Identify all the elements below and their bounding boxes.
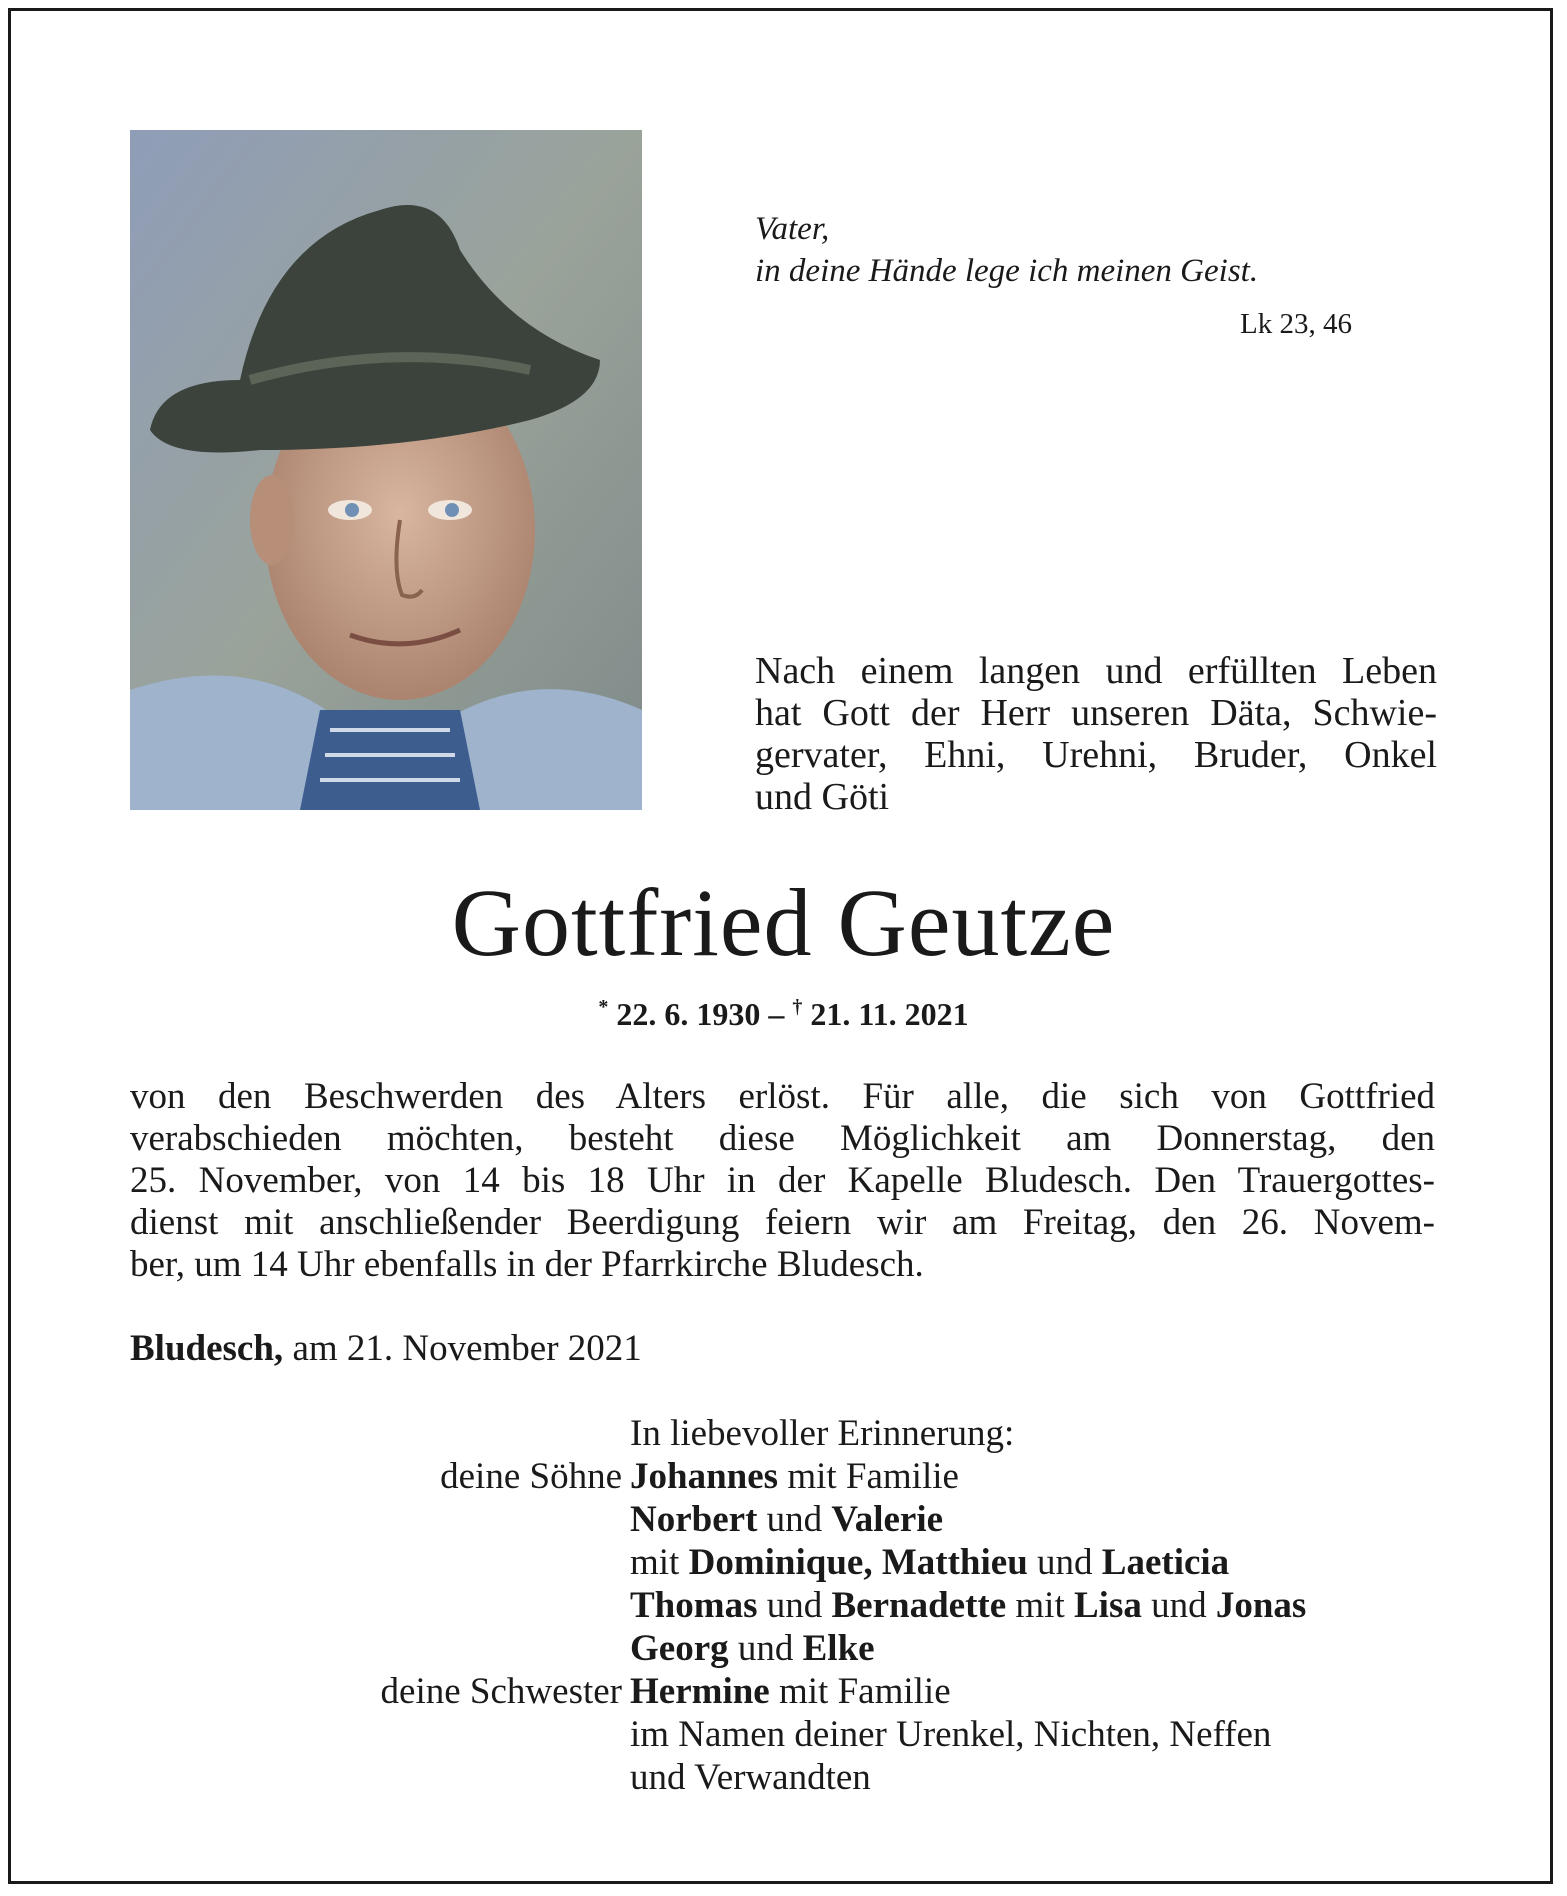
mourner-line: Norbert und Valerie bbox=[630, 1499, 944, 1540]
intro-text bbox=[755, 650, 1437, 818]
date: am 21. November 2021 bbox=[283, 1328, 642, 1369]
intro-line: gervater, Ehni, Urehni, Bruder, Onkel bbox=[755, 734, 1437, 776]
birth-date: 22. 6. 1930 bbox=[616, 996, 761, 1032]
life-dates bbox=[0, 996, 1567, 1033]
intro-line: hat Gott der Herr unseren Däta, Schwie- bbox=[755, 692, 1437, 734]
mourners-list bbox=[130, 1412, 1450, 1799]
portrait-photo bbox=[130, 130, 642, 810]
sister-label: deine Schwester bbox=[380, 1671, 622, 1712]
mourner-line: Thomas und Bernadette mit Lisa und Jonas bbox=[630, 1585, 1307, 1626]
mourner-line: Johannes mit Familie bbox=[630, 1456, 959, 1497]
body-line: 25. November, von 14 bis 18 Uhr in der Kapelle Bludesch. Den Trauergottes- bbox=[130, 1160, 1435, 1201]
date-separator: – bbox=[760, 996, 793, 1032]
death-date: 21. 11. 2021 bbox=[810, 996, 969, 1032]
closing-line: im Namen deiner Urenkel, Nichten, Neffen bbox=[630, 1714, 1272, 1755]
bible-verse bbox=[755, 208, 1355, 292]
body-line: ber, um 14 Uhr ebenfalls in der Pfarrkirche Bludesch. bbox=[130, 1244, 924, 1285]
intro-line: Nach einem langen und erfüllten Leben bbox=[755, 650, 1437, 692]
sons-label: deine Söhne bbox=[440, 1456, 622, 1497]
mourner-line: Georg und Elke bbox=[630, 1628, 875, 1669]
place: Bludesch, bbox=[130, 1328, 284, 1369]
closing-line: und Verwandten bbox=[630, 1757, 871, 1798]
birth-symbol: * bbox=[598, 996, 609, 1018]
death-symbol: † bbox=[792, 996, 803, 1018]
body-line: verabschieden möchten, besteht diese Möglichkeit am Donnerstag, den bbox=[130, 1118, 1435, 1159]
body-line: von den Beschwerden des Alters erlöst. Für alle, die sich von Gottfried bbox=[130, 1076, 1435, 1117]
place-date bbox=[130, 1327, 642, 1370]
verse-line-2: in deine Hände lege ich meinen Geist. bbox=[755, 253, 1259, 289]
mourner-line: Hermine mit Familie bbox=[630, 1671, 951, 1712]
announcement-text bbox=[130, 1076, 1435, 1286]
mourners-heading: In liebevoller Erinnerung: bbox=[630, 1413, 1015, 1454]
body-line: dienst mit anschließender Beerdigung feiern wir am Freitag, den 26. Novem- bbox=[130, 1202, 1435, 1243]
mourner-line: mit Dominique, Matthieu und Laeticia bbox=[630, 1542, 1230, 1583]
verse-reference: Lk 23, 46 bbox=[1240, 308, 1352, 340]
intro-line: und Göti bbox=[755, 776, 890, 818]
deceased-name: Gottfried Geutze bbox=[451, 869, 1116, 976]
verse-line-1: Vater, bbox=[755, 211, 830, 247]
